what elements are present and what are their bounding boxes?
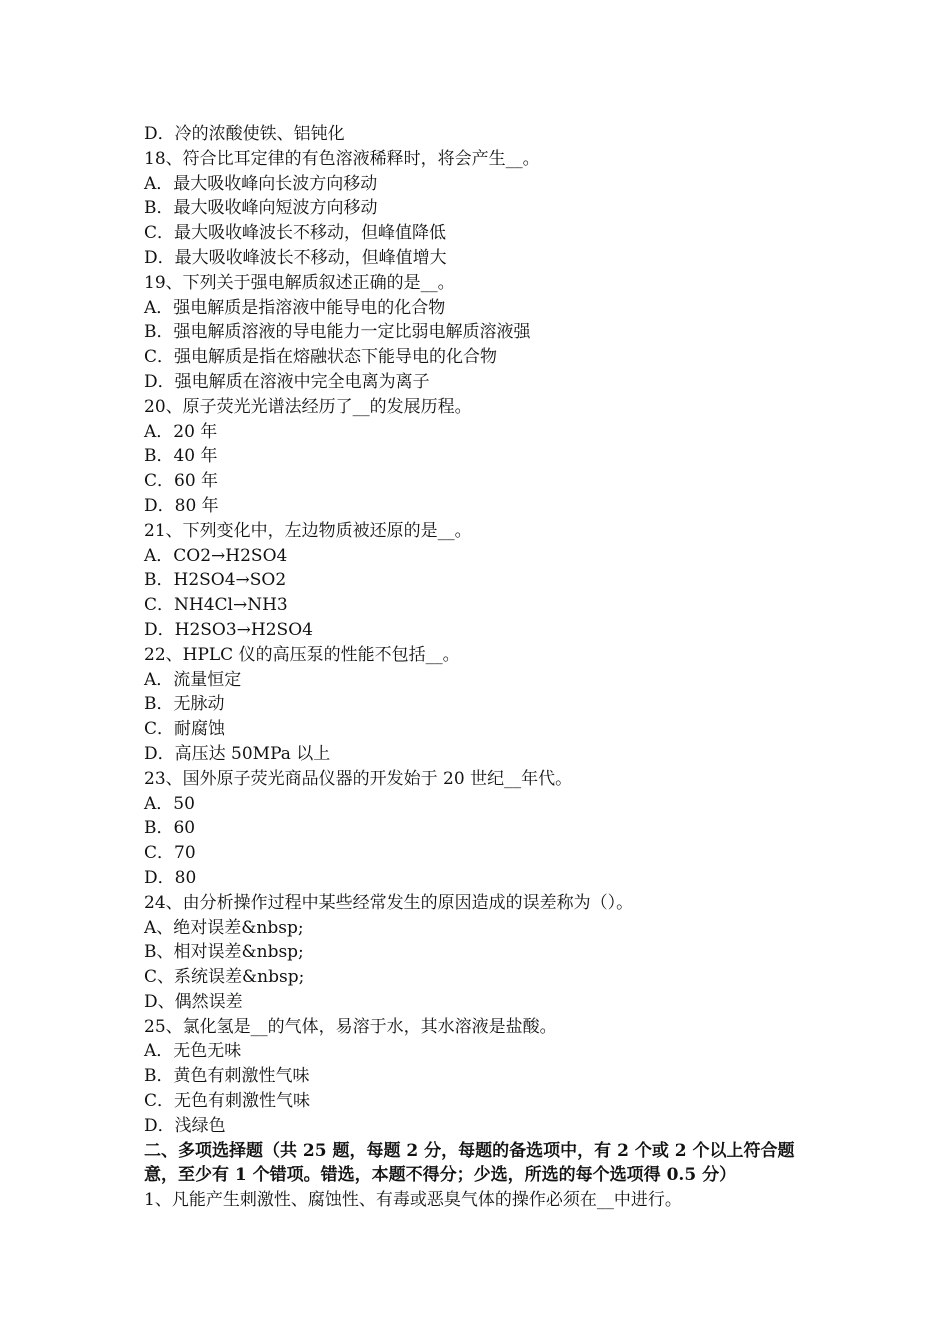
- text-line: C．强电解质是指在熔融状态下能导电的化合物: [144, 347, 498, 368]
- question-list: [144, 122, 824, 1139]
- text-line: A、绝对误差&nbsp;: [144, 917, 304, 938]
- text-line: B．60: [144, 818, 196, 839]
- text-line: C．无色有刺激性气味: [144, 1091, 311, 1112]
- text-line: D．80: [144, 867, 197, 888]
- text-line: A．50: [144, 793, 195, 814]
- text-line: 1、凡能产生刺激性、腐蚀性、有毒或恶臭气体的操作必须在__中进行。: [144, 1190, 682, 1211]
- text-line: A．无色无味: [144, 1041, 242, 1062]
- text-line: C、系统误差&nbsp;: [144, 967, 305, 988]
- text-line: D．浅绿色: [144, 1115, 226, 1136]
- text-line: 22、HPLC 仪的高压泵的性能不包括__。: [144, 644, 460, 665]
- text-line: 23、国外原子荧光商品仪器的开发始于 20 世纪__年代。: [144, 768, 573, 789]
- text-line: A．流量恒定: [144, 669, 242, 690]
- text-line: B．40 年: [144, 446, 218, 467]
- text-line: 21、下列变化中，左边物质被还原的是__。: [144, 520, 472, 541]
- text-line: B、相对误差&nbsp;: [144, 942, 304, 963]
- text-line: A．最大吸收峰向长波方向移动: [144, 173, 378, 194]
- text-line: D．H2SO3→H2SO4: [144, 619, 313, 640]
- text-line: C．70: [144, 843, 196, 864]
- text-line: B．最大吸收峰向短波方向移动: [144, 198, 378, 219]
- text-line: A．强电解质是指溶液中能导电的化合物: [144, 297, 446, 318]
- section-heading: 二、多项选择题（共 25 题，每题 2 分，每题的备选项中，有 2 个或 2 个以上符合题意，至少有 1 个错项。错选，本题不得分；少选，所选的每个选项得 0.5 分）: [144, 1140, 795, 1186]
- text-line: C．耐腐蚀: [144, 719, 226, 740]
- text-line: 25、氯化氢是__的气体，易溶于水，其水溶液是盐酸。: [144, 1016, 557, 1037]
- text-line: D．80 年: [144, 495, 219, 516]
- text-line: C．最大吸收峰波长不移动，但峰值降低: [144, 223, 447, 244]
- text-line: 20、原子荧光光谱法经历了__的发展历程。: [144, 396, 472, 417]
- text-line: B．H2SO4→SO2: [144, 570, 287, 591]
- question-list-continued: [144, 1188, 824, 1213]
- text-line: D．高压达 50MPa 以上: [144, 743, 331, 764]
- text-line: D、偶然误差: [144, 991, 243, 1012]
- text-line: A．CO2→H2SO4: [144, 545, 288, 566]
- text-line: D．强电解质在溶液中完全电离为离子: [144, 371, 430, 392]
- text-line: A．20 年: [144, 421, 218, 442]
- text-line: C．NH4Cl→NH3: [144, 595, 288, 616]
- text-line: D．最大吸收峰波长不移动，但峰值增大: [144, 247, 447, 268]
- document-page: [144, 122, 824, 1213]
- text-line: B．黄色有刺激性气味: [144, 1066, 310, 1087]
- text-line: C．60 年: [144, 471, 219, 492]
- text-line: D．冷的浓酸使铁、铝钝化: [144, 124, 345, 144]
- text-line: B．无脉动: [144, 694, 225, 715]
- text-line: 19、下列关于强电解质叙述正确的是__。: [144, 272, 455, 293]
- text-line: B．强电解质溶液的导电能力一定比弱电解质溶液强: [144, 322, 531, 343]
- text-line: 24、由分析操作过程中某些经常发生的原因造成的误差称为（）。: [144, 892, 634, 913]
- text-line: 18、符合比耳定律的有色溶液稀释时，将会产生__。: [144, 148, 540, 169]
